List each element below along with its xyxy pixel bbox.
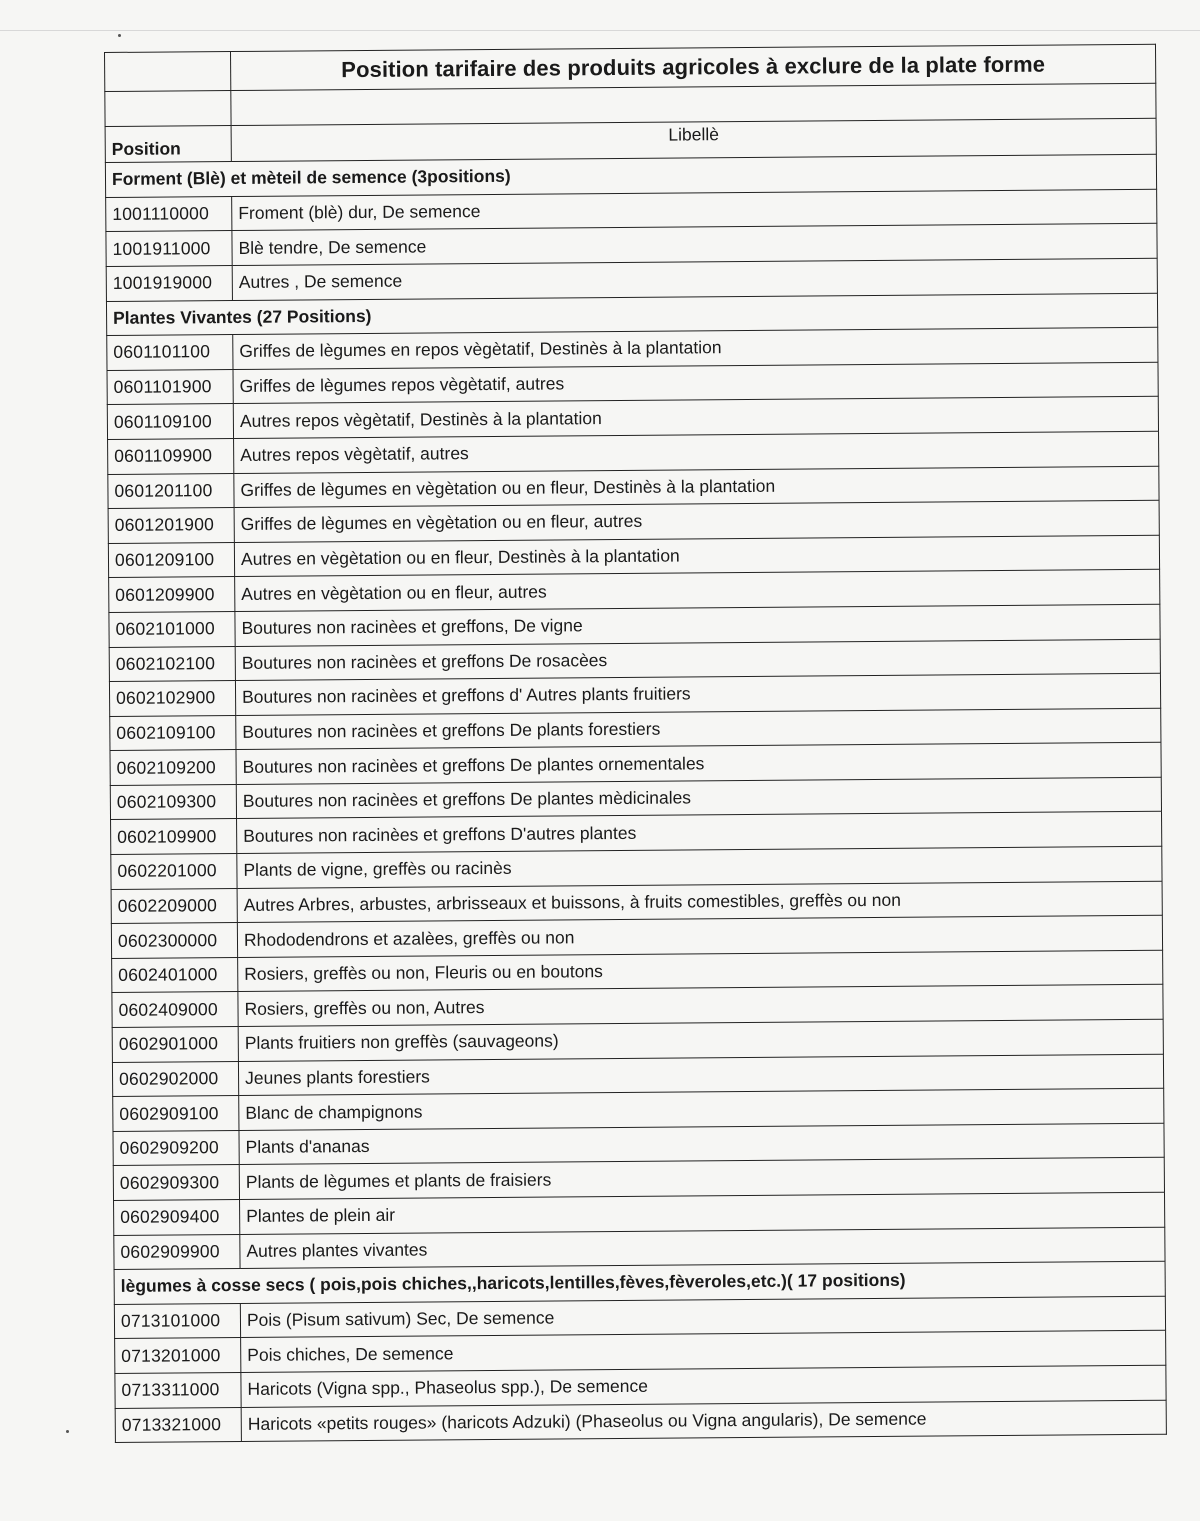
scan-top-edge [0,30,1200,31]
position-code: 0602109100 [110,715,236,751]
position-code: 0601209900 [109,577,235,613]
position-code: 1001919000 [106,265,232,301]
libelle-text: Boutures non racinèes et greffons d' Autres plants fruitiers [235,673,1160,715]
position-code: 0602409000 [112,992,238,1028]
position-code: 0713101000 [114,1303,240,1339]
position-code: 0602102900 [109,681,235,717]
libelle-text: Blanc de champignons [239,1088,1164,1130]
header-position: Position [105,125,231,163]
libelle-text: Plants d'ananas [239,1123,1164,1165]
libelle-text: Boutures non racinèes et greffons D'autres plantes [237,812,1162,854]
libelle-text: Haricots (Vigna spp., Phaseolus spp.), De semence [241,1365,1166,1407]
position-code: 0602109300 [110,784,236,820]
position-code: 0602901000 [112,1027,238,1063]
position-code: 0713311000 [115,1372,241,1408]
libelle-text: Rosiers, greffès ou non, Fleuris ou en boutons [238,950,1163,992]
libelle-text: Autres en vègètation ou en fleur, Destinès à la plantation [234,535,1159,577]
position-code: 0601109900 [108,438,234,474]
section-heading: lègumes à cosse secs ( pois,pois chiches,,haricots,lentilles,fèves,fèveroles,etc.)( 17 positions) [114,1261,1165,1304]
libelle-text: Boutures non racinèes et greffons De plants forestiers [236,708,1161,750]
libelle-text: Autres repos vègètatif, Destinès à la plantation [233,397,1158,439]
position-code: 0601201100 [108,473,234,509]
libelle-text: Blè tendre, De semence [232,224,1157,266]
libelle-text: Pois chiches, De semence [241,1331,1166,1373]
position-code: 0601101900 [107,369,233,405]
libelle-text: Autres Arbres, arbustes, arbrisseaux et buissons, à fruits comestibles, greffès ou non [237,881,1162,923]
position-code: 0602101000 [109,611,235,647]
libelle-text: Autres plantes vivantes [240,1227,1165,1269]
libelle-text: Plants de lègumes et plants de fraisiers [239,1158,1164,1200]
scan-speck [66,1430,69,1433]
position-code: 0602209000 [111,888,237,924]
position-code: 0602909900 [114,1234,240,1270]
position-code: 0602909400 [114,1199,240,1235]
position-code: 0713321000 [115,1407,241,1443]
blank-cell [105,91,231,127]
position-code: 0602902000 [112,1061,238,1097]
position-code: 0602300000 [111,923,237,959]
position-code: 0601101100 [107,335,233,371]
title-spacer-cell [105,52,231,92]
position-code: 0602401000 [112,957,238,993]
libelle-text: Plantes de plein air [240,1192,1165,1234]
libelle-text: Haricots «petits rouges» (haricots Adzuki) (Phaseolus ou Vigna angularis), De semence [241,1400,1166,1442]
libelle-text: Pois (Pisum sativum) Sec, De semence [240,1296,1165,1338]
libelle-text: Griffes de lègumes repos vègètatif, autres [233,362,1158,404]
libelle-text: Jeunes plants forestiers [238,1054,1163,1096]
position-code: 0602909300 [113,1165,239,1201]
tariff-table [104,44,1167,1443]
position-code: 0713201000 [115,1338,241,1374]
libelle-text: Boutures non racinèes et greffons De rosacèes [235,639,1160,681]
position-code: 0602102100 [109,646,235,682]
position-code: 0601201900 [108,508,234,544]
libelle-text: Autres en vègètation ou en fleur, autres [235,570,1160,612]
libelle-text: Froment (blè) dur, De semence [232,189,1157,231]
libelle-text: Boutures non racinèes et greffons, De vigne [235,604,1160,646]
libelle-text: Boutures non racinèes et greffons De plantes mèdicinales [236,777,1161,819]
libelle-text: Autres repos vègètatif, autres [234,431,1159,473]
section-heading: Forment (Blè) et mèteil de semence (3positions) [105,154,1156,197]
position-code: 0602109200 [110,750,236,786]
position-code: 0602909100 [113,1096,239,1132]
position-code: 0601109100 [107,404,233,440]
libelle-text: Rhododendrons et azalèes, greffès ou non [237,915,1162,957]
libelle-text: Plants de vigne, greffès ou racinès [237,846,1162,888]
libelle-text: Griffes de lègumes en vègètation ou en fleur, Destinès à la plantation [234,466,1159,508]
position-code: 0601209100 [108,542,234,578]
libelle-text: Griffes de lègumes en vègètation ou en fleur, autres [234,500,1159,542]
table-row [115,1400,1166,1443]
position-code: 0602201000 [111,854,237,890]
libelle-text: Rosiers, greffès ou non, Autres [238,985,1163,1027]
position-code: 0602109900 [111,819,237,855]
libelle-text: Boutures non racinèes et greffons De plantes ornementales [236,743,1161,785]
section-heading: Plantes Vivantes (27 Positions) [106,293,1157,336]
libelle-text: Griffes de lègumes en repos vègètatif, Destinès à la plantation [233,327,1158,369]
scan-speck [118,34,121,37]
document-title: Position tarifaire des produits agricoles à exclure de la plate forme [231,44,1156,90]
position-code: 1001911000 [106,231,232,267]
position-code: 1001110000 [106,196,232,232]
header-libelle: Libellè [231,118,1156,162]
libelle-text: Autres , De semence [232,258,1157,300]
tariff-document [104,44,1167,1443]
position-code: 0602909200 [113,1130,239,1166]
libelle-text: Plants fruitiers non greffès (sauvageons) [238,1019,1163,1061]
